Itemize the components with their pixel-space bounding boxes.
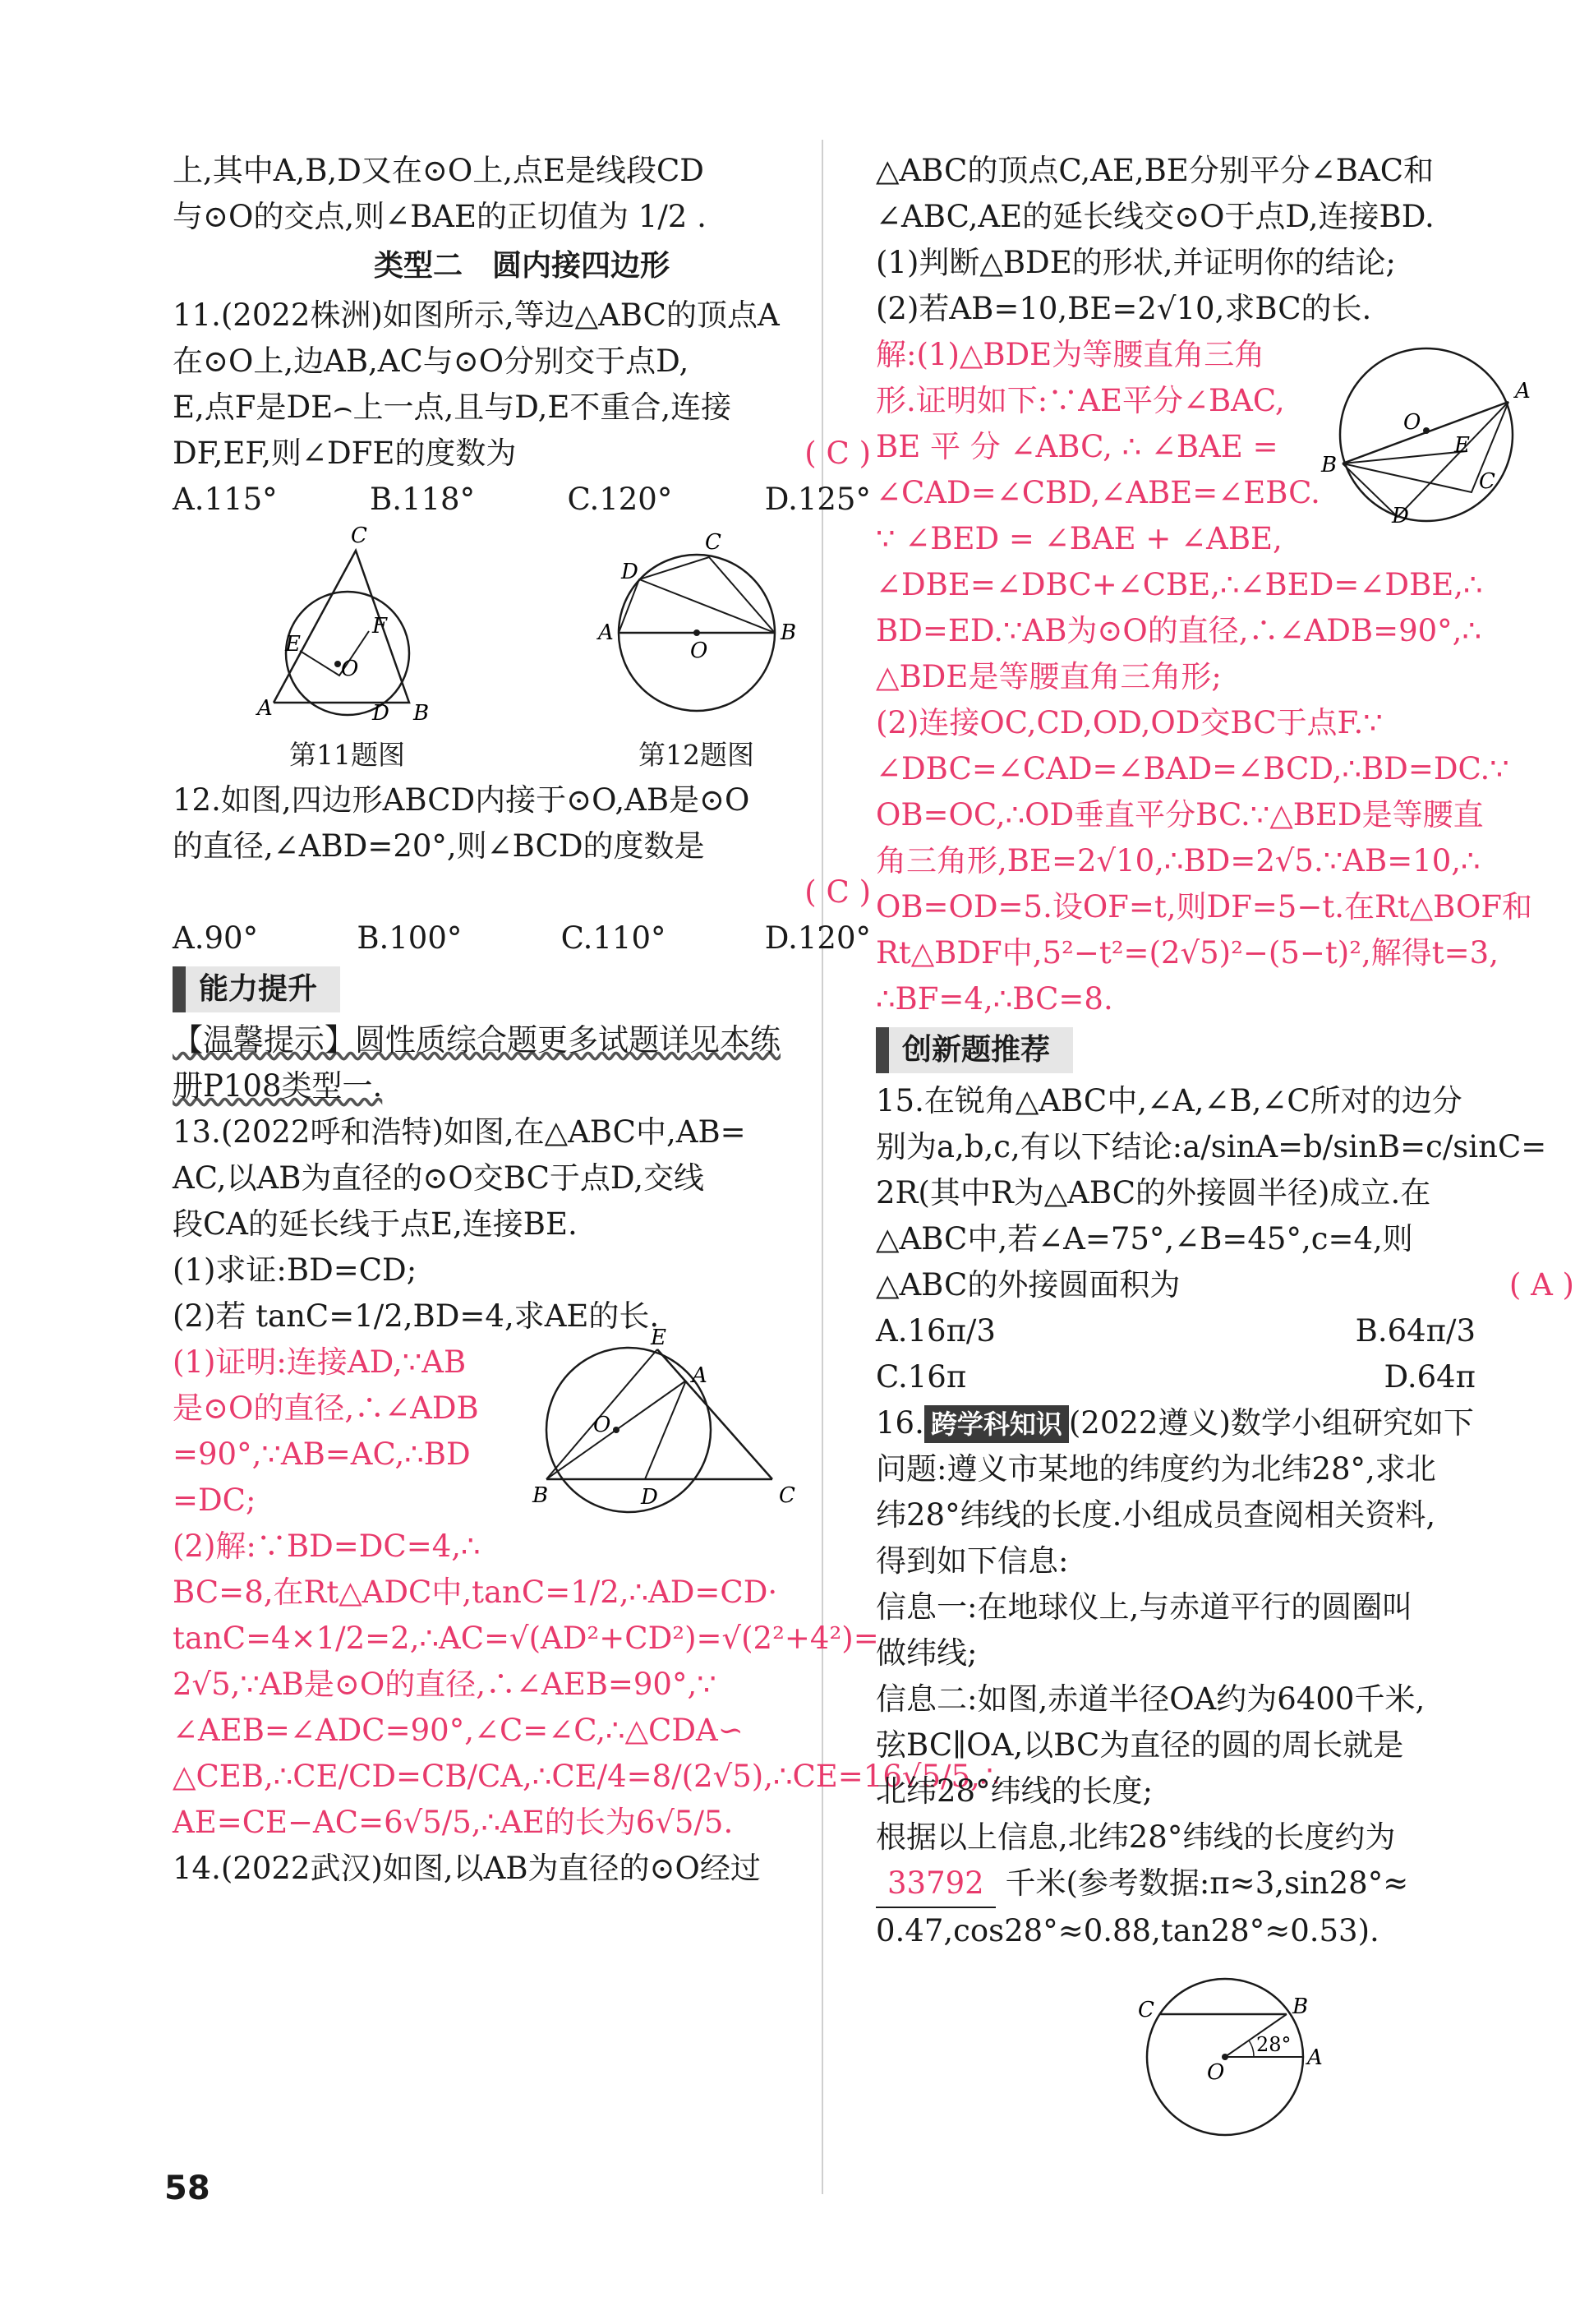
fig16-label-b: B <box>1292 1994 1309 2019</box>
q15-line-text: △ABC的外接圆面积为 <box>876 1267 1181 1303</box>
fig13-label-e: E <box>651 1326 666 1350</box>
figure-11-diagram <box>224 523 471 726</box>
q14-solution-line: BE 平 分 ∠ABC, ∴ ∠BAE = <box>876 429 1278 464</box>
fig12-label-d: D <box>620 560 638 584</box>
fig12-label-b: B <box>780 620 796 645</box>
tip-line: 册P108类型一. <box>173 1068 383 1104</box>
fig11-label-a: A <box>256 696 273 721</box>
figure-14-diagram <box>1311 332 1541 529</box>
option: B.64π/3 <box>1355 1313 1476 1349</box>
question-16 <box>876 1400 1574 2156</box>
q13-solution-line: (1)证明:连接AD,∵AB <box>173 1344 467 1380</box>
q16-line: 信息一:在地球仪上,与赤道平行的圆圈叫 <box>876 1589 1413 1625</box>
q14-solution-line: ∠DBE=∠DBC+∠CBE,∴∠BED=∠DBE,∴ <box>876 567 1483 602</box>
q14-solution-line: 形.证明如下:∵AE平分∠BAC, <box>876 383 1285 418</box>
q14-solution-line: (2)连接OC,CD,OD,OD交BC于点F.∵ <box>876 705 1383 740</box>
q16-line: 北纬28°纬线的长度; <box>876 1773 1154 1809</box>
q14-solution-line: BD=ED.∵AB为⊙O的直径,∴∠ADB=90°,∴ <box>876 613 1481 648</box>
option: D.64π <box>1384 1359 1476 1395</box>
q15-options-row1 <box>876 1308 1574 1354</box>
q14-line: ∠ABC,AE的延长线交⊙O于点D,连接BD. <box>876 199 1435 234</box>
fig12-label-c: C <box>704 530 721 555</box>
q13-line: (1)求证:BD=CD; <box>173 1252 417 1288</box>
q16-line: 0.47,cos28°≈0.88,tan28°≈0.53). <box>876 1913 1379 1948</box>
q13-solution-line: ∠AEB=∠ADC=90°,∠C=∠C,∴△CDA∽ <box>173 1713 744 1748</box>
q13-solution-line: △CEB,∴CE/CD=CB/CA,∴CE/4=8/(2√5),∴CE=16√5/5,∴ <box>173 1759 1000 1794</box>
q12-options <box>173 915 871 961</box>
q11-line <box>173 431 871 477</box>
q13-solution-line: =90°,∵AB=AC,∴BD <box>173 1436 471 1472</box>
fig16-label-c: C <box>1138 1998 1154 2022</box>
q13-solution-line: tanC=4×1/2=2,∴AC=√(AD²+CD²)=√(2²+4²)= <box>173 1621 879 1656</box>
q15-options-row2 <box>876 1354 1574 1400</box>
fig14-label-d: D <box>1392 504 1409 528</box>
fig16-label-o: O <box>1207 2060 1225 2085</box>
q12-answer: ( C ) <box>804 874 871 910</box>
fig11-label-e: E <box>284 632 301 657</box>
page-number: 58 <box>164 2170 210 2207</box>
q14-solution-line: △BDE是等腰直角三角形; <box>876 659 1222 694</box>
fig14-label-c: C <box>1479 469 1495 494</box>
fig14-label-o: O <box>1403 410 1421 435</box>
q14-solution-line: OB=OD=5.设OF=t,则DF=5−t.在Rt△BOF和 <box>876 889 1533 925</box>
q11-answer: ( C ) <box>804 436 871 471</box>
fig12-label-a: A <box>597 620 614 645</box>
q11-line: 11.(2022株洲)如图所示,等边△ABC的顶点A <box>173 297 780 333</box>
q14-solution <box>876 332 1574 1022</box>
figure-row-11-12 <box>173 523 871 774</box>
q14-solution-line: ∵ ∠BED = ∠BAE + ∠ABE, <box>876 521 1283 556</box>
q13-solution-line: =DC; <box>173 1482 256 1518</box>
question-11 <box>173 293 871 523</box>
fig16-label-a: A <box>1307 2045 1323 2070</box>
q13-line: AC,以AB为直径的⊙O交BC于点D,交线 <box>173 1160 705 1196</box>
figure-12-diagram <box>573 526 820 723</box>
fig11-label-d: D <box>371 701 389 726</box>
question-14 <box>876 148 1574 1022</box>
fig13-label-d: D <box>641 1485 658 1510</box>
q13-solution-line: BC=8,在Rt△ADC中,tanC=1/2,∴AD=CD· <box>173 1575 778 1610</box>
q13-solution-line: 是⊙O的直径,∴∠ADB <box>173 1390 479 1426</box>
fig11-label-f: F <box>371 614 387 639</box>
fig13-label-b: B <box>532 1483 549 1508</box>
q15-line: 别为a,b,c,有以下结论:a/sinA=b/sinB=c/sinC= <box>876 1129 1547 1164</box>
q16-line: 信息二:如图,赤道半径OA约为6400千米, <box>876 1681 1425 1717</box>
q14-line: (2)若AB=10,BE=2√10,求BC的长. <box>876 291 1372 326</box>
option: D.120° <box>764 920 871 956</box>
q16-line: 得到如下信息: <box>876 1543 1069 1579</box>
fig14-label-a: A <box>1515 379 1531 403</box>
q14-solution-line: Rt△BDF中,5²−t²=(2√5)²−(5−t)²,解得t=3, <box>876 935 1499 971</box>
q16-line: 弦BC∥OA,以BC为直径的圆的周长就是 <box>876 1727 1404 1763</box>
figure-13-diagram <box>501 1326 846 1520</box>
q11-line-text: DF,EF,则∠DFE的度数为 <box>173 436 517 471</box>
fig16-angle-label: 28° <box>1256 2033 1292 2056</box>
question-15 <box>876 1078 1574 1400</box>
q12-line: 12.如图,四边形ABCD内接于⊙O,AB是⊙O <box>173 782 750 818</box>
q16-line: 根据以上信息,北纬28°纬线的长度约为 <box>876 1819 1396 1855</box>
text-line: 与⊙O的交点,则∠BAE的正切值为 1/2 . <box>173 199 707 234</box>
option: A.16π/3 <box>876 1313 996 1349</box>
right-column <box>876 148 1574 2156</box>
q14-line: (1)判断△BDE的形状,并证明你的结论; <box>876 245 1396 280</box>
q16-answer: 33792 <box>876 1861 996 1908</box>
q11-line: 在⊙O上,边AB,AC与⊙O分别交于点D, <box>173 344 689 379</box>
banner-ability: 能力提升 <box>173 966 340 1012</box>
fig14-label-e: E <box>1454 433 1470 458</box>
option: B.100° <box>357 920 463 956</box>
q13-line: 段CA的延长线于点E,连接BE. <box>173 1206 578 1242</box>
option: C.110° <box>560 920 666 956</box>
banner-innovation: 创新题推荐 <box>876 1027 1073 1073</box>
q12-answer-row <box>173 869 871 915</box>
q14-solution-line: 解:(1)△BDE为等腰直角三角 <box>876 337 1265 372</box>
figure-16 <box>876 1954 1574 2156</box>
q15-line: 15.在锐角△ABC中,∠A,∠B,∠C所对的边分 <box>876 1083 1462 1118</box>
q14-solution-line: ∠CAD=∠CBD,∠ABE=∠EBC. <box>876 475 1320 510</box>
q13-solution-line: (2)解:∵BD=DC=4,∴ <box>173 1529 481 1564</box>
q15-line: 2R(其中R为△ABC的外接圆半径)成立.在 <box>876 1175 1431 1210</box>
q14-solution-line: ∴BF=4,∴BC=8. <box>876 981 1113 1017</box>
option: A.115° <box>173 482 278 517</box>
fig13-label-a: A <box>692 1363 707 1388</box>
q14-solution-line: OB=OC,∴OD垂直平分BC.∵△BED是等腰直 <box>876 797 1484 832</box>
q16-line: 问题:遵义市某地的纬度约为北纬28°,求北 <box>876 1451 1436 1487</box>
q14-solution-line: ∠DBC=∠CAD=∠BAD=∠BCD,∴BD=DC.∵ <box>876 751 1509 786</box>
option: A.90° <box>173 920 259 956</box>
fig11-label-b: B <box>412 701 429 726</box>
option: C.16π <box>876 1359 967 1395</box>
section-heading-type2: 类型二 圆内接四边形 <box>373 249 670 283</box>
q16-tail-text: 千米(参考数据:π≈3,sin28°≈ <box>1005 1865 1409 1901</box>
q11-line: E,点F是DE⌢上一点,且与D,E不重合,连接 <box>173 390 732 425</box>
figure-16-diagram <box>1102 1954 1348 2143</box>
q16-first-line: 16. 跨学科知识 (2022遵义)数学小组研究如下 <box>876 1400 1574 1446</box>
q15-line: △ABC中,若∠A=75°,∠B=45°,c=4,则 <box>876 1221 1413 1257</box>
q11-options <box>173 477 871 523</box>
figure-11 <box>224 523 471 774</box>
q16-badge: 跨学科知识 <box>924 1405 1069 1443</box>
q13-line: 13.(2022呼和浩特)如图,在△ABC中,AB= <box>173 1114 746 1150</box>
figure-12-caption: 第12题图 <box>638 739 754 771</box>
q14-line: △ABC的顶点C,AE,BE分别平分∠BAC和 <box>876 153 1435 188</box>
question-12 <box>173 777 871 961</box>
q15-answer: ( A ) <box>1508 1267 1574 1303</box>
tip-line: 【温馨提示】圆性质综合题更多试题详见本练 <box>173 1022 781 1058</box>
fig11-label-o: O <box>340 657 358 681</box>
option: D.125° <box>764 482 871 517</box>
q16-line: 做纬线; <box>876 1635 978 1671</box>
q13-solution-line: 2√5,∵AB是⊙O的直径,∴∠AEB=90°,∵ <box>173 1667 716 1702</box>
q15-line <box>876 1262 1574 1308</box>
figure-11-caption: 第11题图 <box>289 739 405 771</box>
q16-answer-line <box>876 1861 1574 1908</box>
q16-line-text: (2022遵义)数学小组研究如下 <box>1068 1405 1474 1441</box>
q13-line: (2)若 tanC=1/2,BD=4,求AE的长. <box>173 1298 660 1334</box>
fig13-label-o: O <box>593 1413 611 1437</box>
q14-first-line: 14.(2022武汉)如图,以AB为直径的⊙O经过 <box>173 1851 761 1886</box>
figure-12 <box>573 526 820 774</box>
q13-solution-line: AE=CE−AC=6√5/5,∴AE的长为6√5/5. <box>173 1805 734 1840</box>
option: B.118° <box>370 482 476 517</box>
fig12-label-o: O <box>689 639 707 663</box>
fig14-label-b: B <box>1321 453 1338 477</box>
text-line: 上,其中A,B,D又在⊙O上,点E是线段CD <box>173 153 704 188</box>
q12-line: 的直径,∠ABD=20°,则∠BCD的度数是 <box>173 828 705 864</box>
q14-solution-line: 角三角形,BE=2√10,∴BD=2√5.∵AB=10,∴ <box>876 843 1481 878</box>
fig11-label-c: C <box>350 523 367 548</box>
q16-line: 纬28°纬线的长度.小组成员查阅相关资料, <box>876 1497 1436 1533</box>
option: C.120° <box>567 482 673 517</box>
fig13-label-c: C <box>779 1483 795 1508</box>
